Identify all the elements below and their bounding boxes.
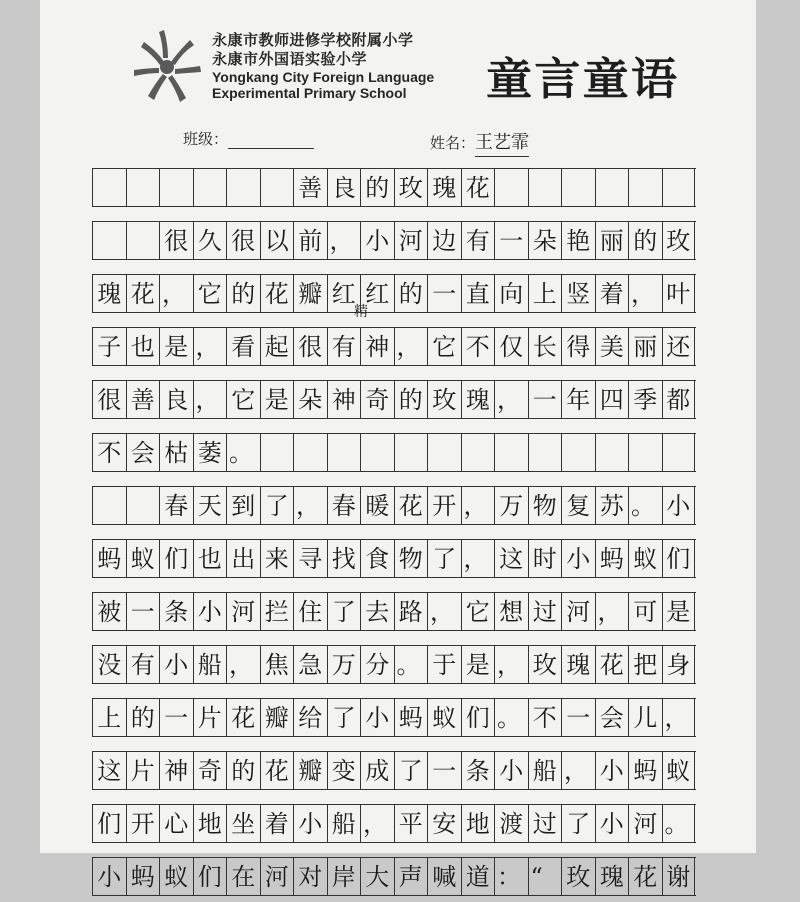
- grid-cell: 花: [394, 487, 428, 524]
- grid-cell: 不: [461, 328, 495, 365]
- class-blank-line: [228, 134, 314, 149]
- grid-cell: 河: [561, 593, 595, 630]
- grid-cell: [92, 222, 126, 259]
- grid-cell: 们: [461, 699, 495, 736]
- grid-cell: 神: [360, 328, 394, 365]
- grid-cell: 直: [461, 275, 495, 312]
- grid-cell: [327, 434, 361, 471]
- essay-row: [92, 372, 748, 425]
- grid-cell: 食: [360, 540, 394, 577]
- grid-cell: 春: [327, 487, 361, 524]
- grid-cell: 瑰: [461, 381, 495, 418]
- grid-cell: 小: [293, 805, 327, 842]
- page-header: [40, 0, 756, 160]
- grid-cell: 。: [494, 699, 528, 736]
- grid-cell: ，: [394, 328, 428, 365]
- grid-cell: [662, 169, 696, 206]
- grid-cell: 复: [561, 487, 595, 524]
- grid-cell: [528, 434, 562, 471]
- grid-cell: ，: [293, 487, 327, 524]
- grid-cell: 仅: [494, 328, 528, 365]
- grid-cell: 不: [528, 699, 562, 736]
- grid-cell: 红: [360, 275, 394, 312]
- essay-row-cells: [92, 327, 696, 366]
- grid-cell: ，: [595, 593, 629, 630]
- essay-sheet: [40, 0, 756, 891]
- grid-cell: “: [528, 858, 562, 895]
- grid-cell: 有: [126, 646, 160, 683]
- grid-cell: 瓣: [293, 752, 327, 789]
- grid-cell: 蚁: [427, 699, 461, 736]
- grid-cell: 子: [92, 328, 126, 365]
- grid-cell: 船: [193, 646, 227, 683]
- grid-cell: 会: [126, 434, 160, 471]
- grid-cell: 河: [226, 593, 260, 630]
- grid-cell: 玫: [662, 222, 696, 259]
- essay-row-cells: [92, 433, 696, 472]
- grid-cell: 被: [92, 593, 126, 630]
- grid-cell: [561, 434, 595, 471]
- grid-cell: 心: [159, 805, 193, 842]
- grid-cell: 前: [293, 222, 327, 259]
- school-emblem-icon: [124, 22, 210, 108]
- grid-cell: 丽: [595, 222, 629, 259]
- grid-cell: 可: [628, 593, 662, 630]
- grid-cell: 。: [394, 646, 428, 683]
- grid-cell: 。: [628, 487, 662, 524]
- grid-cell: 瑰: [561, 646, 595, 683]
- grid-cell: 条: [461, 752, 495, 789]
- essay-row: [92, 796, 748, 849]
- grid-cell: 了: [327, 593, 361, 630]
- essay-row: [92, 266, 748, 319]
- grid-cell: [126, 487, 160, 524]
- grid-cell: 们: [92, 805, 126, 842]
- school-name-en-1: Yongkang City Foreign Language: [212, 69, 435, 85]
- grid-cell: 很: [159, 222, 193, 259]
- grid-cell: 萎: [193, 434, 227, 471]
- grid-cell: 一: [561, 699, 595, 736]
- essay-row: [92, 743, 748, 796]
- grid-cell: ，: [461, 487, 495, 524]
- grid-cell: ，: [327, 222, 361, 259]
- grid-cell: 。: [662, 805, 696, 842]
- school-name-block: [212, 31, 434, 101]
- grid-cell: 瓣: [260, 699, 294, 736]
- grid-cell: 拦: [260, 593, 294, 630]
- essay-row-cells: [92, 380, 696, 419]
- grid-cell: 良: [327, 169, 361, 206]
- grid-cell: 坐: [226, 805, 260, 842]
- essay-row-cells: [92, 486, 696, 525]
- grid-cell: 分: [360, 646, 394, 683]
- grid-cell: [126, 222, 160, 259]
- grid-cell: 。: [226, 434, 260, 471]
- grid-cell: 春: [159, 487, 193, 524]
- grid-cell: 河: [628, 805, 662, 842]
- grid-cell: 谢: [662, 858, 696, 895]
- grid-cell: 大: [360, 858, 394, 895]
- grid-cell: ，: [159, 275, 193, 312]
- grid-cell: 艳: [561, 222, 595, 259]
- grid-cell: [394, 434, 428, 471]
- grid-cell: 一: [126, 593, 160, 630]
- grid-cell: 是: [461, 646, 495, 683]
- grid-cell: [494, 169, 528, 206]
- grid-cell: 焦: [260, 646, 294, 683]
- grid-cell: 身: [662, 646, 696, 683]
- grid-cell: 物: [528, 487, 562, 524]
- grid-cell: 片: [193, 699, 227, 736]
- class-label: 班级：: [183, 130, 229, 148]
- grid-cell: 玫: [394, 169, 428, 206]
- grid-cell: 船: [528, 752, 562, 789]
- grid-cell: 了: [260, 487, 294, 524]
- grid-cell: 是: [260, 381, 294, 418]
- grid-cell: 渡: [494, 805, 528, 842]
- essay-row-cells: [92, 592, 696, 631]
- student-name: 王艺霏: [475, 128, 529, 157]
- essay-row: [92, 213, 748, 266]
- grid-cell: [226, 169, 260, 206]
- grid-cell: 玫: [427, 381, 461, 418]
- grid-cell: 神: [327, 381, 361, 418]
- grid-cell: 小: [595, 805, 629, 842]
- grid-cell: [628, 434, 662, 471]
- essay-row-cells: [92, 221, 696, 260]
- grid-cell: [92, 487, 126, 524]
- grid-cell: 久: [193, 222, 227, 259]
- grid-cell: 船: [327, 805, 361, 842]
- essay-row-cells: [92, 274, 696, 313]
- essay-row: [92, 319, 748, 372]
- grid-cell: [528, 169, 562, 206]
- grid-cell: 的: [394, 381, 428, 418]
- name-label: 姓名：: [430, 134, 476, 152]
- grid-cell: [595, 434, 629, 471]
- grid-cell: [561, 169, 595, 206]
- grid-cell: 蚁: [628, 540, 662, 577]
- grid-cell: ，: [628, 275, 662, 312]
- grid-cell: 不: [92, 434, 126, 471]
- grid-cell: ，: [494, 646, 528, 683]
- grid-cell: 蚁: [662, 752, 696, 789]
- grid-cell: 蚁: [159, 858, 193, 895]
- grid-cell: 花: [461, 169, 495, 206]
- grid-cell: 上: [528, 275, 562, 312]
- grid-cell: 变: [327, 752, 361, 789]
- grid-cell: 季: [628, 381, 662, 418]
- grid-cell: 朵: [293, 381, 327, 418]
- grid-cell: 很: [92, 381, 126, 418]
- grid-cell: 去: [360, 593, 394, 630]
- grid-cell: 小: [360, 699, 394, 736]
- grid-cell: 叶: [662, 275, 696, 312]
- essay-row: [92, 478, 748, 531]
- grid-cell: 竖: [561, 275, 595, 312]
- grid-cell: 蚂: [628, 752, 662, 789]
- grid-cell: 儿: [628, 699, 662, 736]
- grid-cell: 的: [226, 275, 260, 312]
- grid-cell: 来: [260, 540, 294, 577]
- grid-cell: ，: [193, 381, 227, 418]
- grid-cell: [662, 434, 696, 471]
- grid-cell: 物: [394, 540, 428, 577]
- grid-cell: 在: [226, 858, 260, 895]
- grid-cell: 得: [561, 328, 595, 365]
- grid-cell: 也: [126, 328, 160, 365]
- grid-cell: 美: [595, 328, 629, 365]
- grid-cell: 片: [126, 752, 160, 789]
- grid-cell: 都: [662, 381, 696, 418]
- grid-cell: [494, 434, 528, 471]
- grid-cell: [92, 169, 126, 206]
- grid-cell: 开: [427, 487, 461, 524]
- grid-cell: [427, 434, 461, 471]
- grid-cell: 蚁: [126, 540, 160, 577]
- grid-cell: 以: [260, 222, 294, 259]
- grid-cell: 地: [461, 805, 495, 842]
- grid-cell: 声: [394, 858, 428, 895]
- grid-cell: [159, 169, 193, 206]
- grid-cell: 小: [561, 540, 595, 577]
- grid-cell: 瑰: [92, 275, 126, 312]
- grid-cell: 瓣: [293, 275, 327, 312]
- grid-cell: 着: [260, 805, 294, 842]
- grid-cell: 河: [260, 858, 294, 895]
- grid-cell: 它: [226, 381, 260, 418]
- grid-cell: 平: [394, 805, 428, 842]
- grid-cell: 了: [561, 805, 595, 842]
- grid-cell: [461, 434, 495, 471]
- grid-cell: 善: [126, 381, 160, 418]
- grid-cell: 了: [427, 540, 461, 577]
- grid-cell: ，: [360, 805, 394, 842]
- grid-cell: 一: [427, 752, 461, 789]
- grid-cell: 花: [126, 275, 160, 312]
- grid-cell: 了: [327, 699, 361, 736]
- grid-cell: 住: [293, 593, 327, 630]
- grid-cell: 丽: [628, 328, 662, 365]
- grid-cell: 了: [394, 752, 428, 789]
- grid-cell: 边: [427, 222, 461, 259]
- grid-cell: 于: [427, 646, 461, 683]
- grid-cell: 花: [226, 699, 260, 736]
- grid-cell: 出: [226, 540, 260, 577]
- essay-row-cells: [92, 804, 696, 843]
- grid-cell: 小: [360, 222, 394, 259]
- grid-cell: 万: [327, 646, 361, 683]
- grid-cell: 的: [360, 169, 394, 206]
- grid-cell: 蚂: [595, 540, 629, 577]
- grid-cell: 花: [260, 275, 294, 312]
- grid-cell: 向: [494, 275, 528, 312]
- grid-cell: ，: [561, 752, 595, 789]
- essay-row-cells: [92, 645, 696, 684]
- essay-row-cells: [92, 168, 696, 207]
- essay-row: [92, 160, 748, 213]
- grid-cell: 们: [662, 540, 696, 577]
- grid-cell: [628, 169, 662, 206]
- grid-cell: 神: [159, 752, 193, 789]
- grid-cell: 的: [126, 699, 160, 736]
- grid-cell: 枯: [159, 434, 193, 471]
- grid-cell: 安: [427, 805, 461, 842]
- grid-cell: [193, 169, 227, 206]
- grid-cell: 长: [528, 328, 562, 365]
- grid-cell: 想: [494, 593, 528, 630]
- grid-cell: 这: [92, 752, 126, 789]
- essay-row-cells: [92, 751, 696, 790]
- grid-cell: 苏: [595, 487, 629, 524]
- essay-grid: [92, 160, 748, 902]
- brand-title: 童言童语: [486, 54, 680, 105]
- grid-cell: 善: [293, 169, 327, 206]
- grid-cell: 寻: [293, 540, 327, 577]
- grid-cell: 还: [662, 328, 696, 365]
- grid-cell: 奇: [193, 752, 227, 789]
- grid-cell: 花: [595, 646, 629, 683]
- grid-cell: [260, 169, 294, 206]
- grid-cell: 一: [427, 275, 461, 312]
- grid-cell: 天: [193, 487, 227, 524]
- grid-cell: 万: [494, 487, 528, 524]
- grid-cell: 地: [193, 805, 227, 842]
- grid-cell: 奇: [360, 381, 394, 418]
- grid-cell: ，: [427, 593, 461, 630]
- grid-cell: 四: [595, 381, 629, 418]
- essay-row-cells: [92, 698, 696, 737]
- grid-cell: 喊: [427, 858, 461, 895]
- grid-cell: 良: [159, 381, 193, 418]
- grid-cell: 看: [226, 328, 260, 365]
- name-field: [430, 128, 529, 157]
- grid-cell: 时: [528, 540, 562, 577]
- school-name-en-2: Experimental Primary School: [212, 85, 407, 101]
- grid-cell: 一: [159, 699, 193, 736]
- grid-cell: 它: [427, 328, 461, 365]
- grid-cell: ，: [494, 381, 528, 418]
- grid-cell: 是: [159, 328, 193, 365]
- grid-cell: 红: [327, 275, 361, 312]
- grid-cell: 到: [226, 487, 260, 524]
- grid-cell: 是: [662, 593, 696, 630]
- grid-cell: 们: [193, 858, 227, 895]
- grid-cell: 花: [628, 858, 662, 895]
- grid-cell: 河: [394, 222, 428, 259]
- grid-cell: 小: [595, 752, 629, 789]
- grid-cell: 暖: [360, 487, 394, 524]
- essay-row-cells: [92, 857, 696, 896]
- grid-cell: 的: [628, 222, 662, 259]
- grid-cell: 条: [159, 593, 193, 630]
- grid-cell: 花: [260, 752, 294, 789]
- grid-cell: [595, 169, 629, 206]
- class-field: [183, 128, 314, 149]
- grid-cell: ，: [226, 646, 260, 683]
- essay-row: [92, 531, 748, 584]
- grid-cell: 有: [461, 222, 495, 259]
- grid-cell: 没: [92, 646, 126, 683]
- grid-cell: [126, 169, 160, 206]
- grid-cell: 年: [561, 381, 595, 418]
- grid-cell: 朵: [528, 222, 562, 259]
- school-name-cn-1: 永康市教师进修学校附属小学: [212, 31, 414, 49]
- grid-cell: 的: [394, 275, 428, 312]
- grid-cell: 蚂: [394, 699, 428, 736]
- grid-cell: 它: [193, 275, 227, 312]
- grid-cell: ：: [494, 858, 528, 895]
- essay-row: [92, 849, 748, 902]
- grid-cell: 成: [360, 752, 394, 789]
- grid-cell: 着: [595, 275, 629, 312]
- grid-cell: 小: [494, 752, 528, 789]
- essay-row: [92, 584, 748, 637]
- grid-cell: ，: [193, 328, 227, 365]
- grid-cell: 一: [494, 222, 528, 259]
- essay-row: [92, 637, 748, 690]
- grid-cell: 瑰: [595, 858, 629, 895]
- grid-cell: 小: [193, 593, 227, 630]
- grid-cell: 起: [260, 328, 294, 365]
- grid-cell: 蚂: [92, 540, 126, 577]
- grid-cell: 对: [293, 858, 327, 895]
- grid-cell: 道: [461, 858, 495, 895]
- grid-cell: 开: [126, 805, 160, 842]
- grid-cell: 一: [528, 381, 562, 418]
- grid-cell: 给: [293, 699, 327, 736]
- essay-row: [92, 425, 748, 478]
- grid-cell: 小: [159, 646, 193, 683]
- grid-cell: 把: [628, 646, 662, 683]
- grid-cell: 瑰: [427, 169, 461, 206]
- grid-cell: 这: [494, 540, 528, 577]
- essay-row: [92, 690, 748, 743]
- grid-cell: 们: [159, 540, 193, 577]
- grid-cell: 过: [528, 805, 562, 842]
- grid-cell: 急: [293, 646, 327, 683]
- grid-cell: 玫: [528, 646, 562, 683]
- grid-cell: 很: [293, 328, 327, 365]
- grid-cell: 的: [226, 752, 260, 789]
- grid-cell: [293, 434, 327, 471]
- grid-cell: 小: [662, 487, 696, 524]
- grid-cell: 蚂: [126, 858, 160, 895]
- correction-mark: 精: [354, 304, 368, 320]
- grid-cell: 玫: [561, 858, 595, 895]
- essay-row-cells: [92, 539, 696, 578]
- grid-cell: ，: [461, 540, 495, 577]
- grid-cell: 岸: [327, 858, 361, 895]
- grid-cell: 它: [461, 593, 495, 630]
- grid-cell: [260, 434, 294, 471]
- grid-cell: 很: [226, 222, 260, 259]
- grid-cell: 小: [92, 858, 126, 895]
- grid-cell: 找: [327, 540, 361, 577]
- grid-cell: 过: [528, 593, 562, 630]
- grid-cell: 会: [595, 699, 629, 736]
- grid-cell: 上: [92, 699, 126, 736]
- grid-cell: ，: [662, 699, 696, 736]
- school-name-cn-2: 永康市外国语实验小学: [212, 50, 368, 68]
- grid-cell: 有: [327, 328, 361, 365]
- grid-cell: 路: [394, 593, 428, 630]
- grid-cell: [360, 434, 394, 471]
- grid-cell: 也: [193, 540, 227, 577]
